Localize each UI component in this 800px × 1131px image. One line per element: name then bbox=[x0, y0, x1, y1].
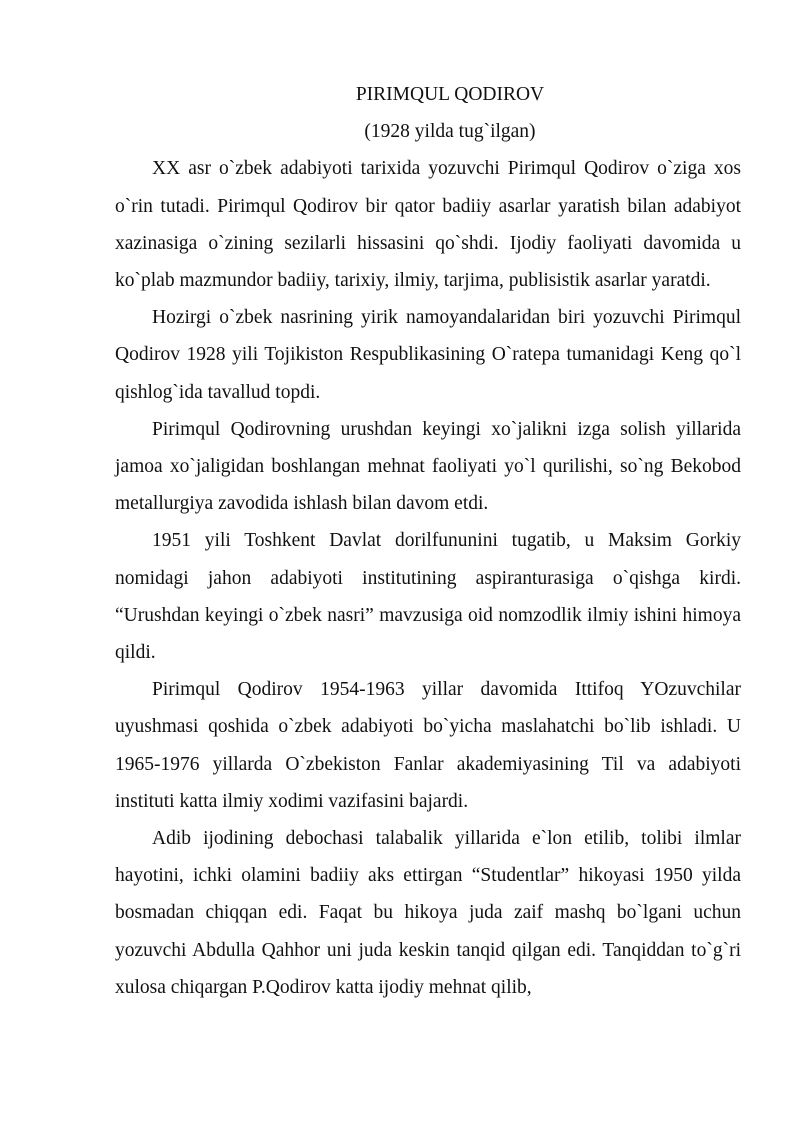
paragraph: XX asr o`zbek adabiyoti tarixida yozuvchi Pirimqul Qodirov o`ziga xos o`rin tutadi. Pirimqul Qodirov bir qator badiiy asarlar yaratish bilan adabiyot xazinasiga o`zining sezilarli hissasini qo`shdi. Ijodiy faoliyati davomida u ko`plab mazmundor badiiy, tarixiy, ilmiy, tarjima, publisistik asarlar yaratdi. bbox=[115, 158, 741, 292]
paragraph: Adib ijodining debochasi talabalik yillarida e`lon etilib, tolibi ilmlar hayotini, ichki olamini badiiy aks ettirgan “Studentlar” hikoyasi 1950 yilda bosmadan chiqqan edi. Faqat bu hikoya juda zaif mashq bo`lgani uchun yozuvchi Abdulla Qahhor uni juda keskin tanqid qilgan edi. Tanqiddan to`g`ri xulosa chiqargan P.Qodirov katta ijodiy mehnat qilib, bbox=[115, 828, 741, 998]
page-subtitle: (1928 yilda tug`ilgan) bbox=[364, 121, 536, 143]
paragraph: 1951 yili Toshkent Davlat dorilfununini tugatib, u Maksim Gorkiy nomidagi jahon adabiyoti institutining aspiranturasiga o`qishga kirdi. “Urushdan keyingi o`zbek nasri” mavzusiga oid nomzodlik ilmiy ishini himoya qildi. bbox=[115, 530, 741, 664]
document-body bbox=[115, 76, 741, 1006]
paragraph: Pirimqul Qodirovning urushdan keyingi xo`jalikni izga solish yillarida jamoa xo`jaligidan boshlangan mehnat faoliyati yo`l qurilishi, so`ng Bekobod metallurgiya zavodida ishlash bilan davom etdi. bbox=[115, 418, 741, 515]
paragraph: Pirimqul Qodirov 1954-1963 yillar davomida Ittifoq YOzuvchilar uyushmasi qoshida o`zbek adabiyoti bo`yicha maslahatchi bo`lib ishladi. U 1965-1976 yillarda O`zbekiston Fanlar akademiyasining Til va adabiyoti instituti katta ilmiy xodimi vazifasini bajardi. bbox=[115, 679, 741, 812]
page-title: PIRIMQUL QODIROV bbox=[355, 84, 545, 105]
paragraph: Hozirgi o`zbek nasrining yirik namoyandalaridan biri yozuvchi Pirimqul Qodirov 1928 yili Tojikiston Respublikasining O`ratepa tumanidagi Keng qo`l qishlog`ida tavallud topdi. bbox=[115, 307, 741, 403]
